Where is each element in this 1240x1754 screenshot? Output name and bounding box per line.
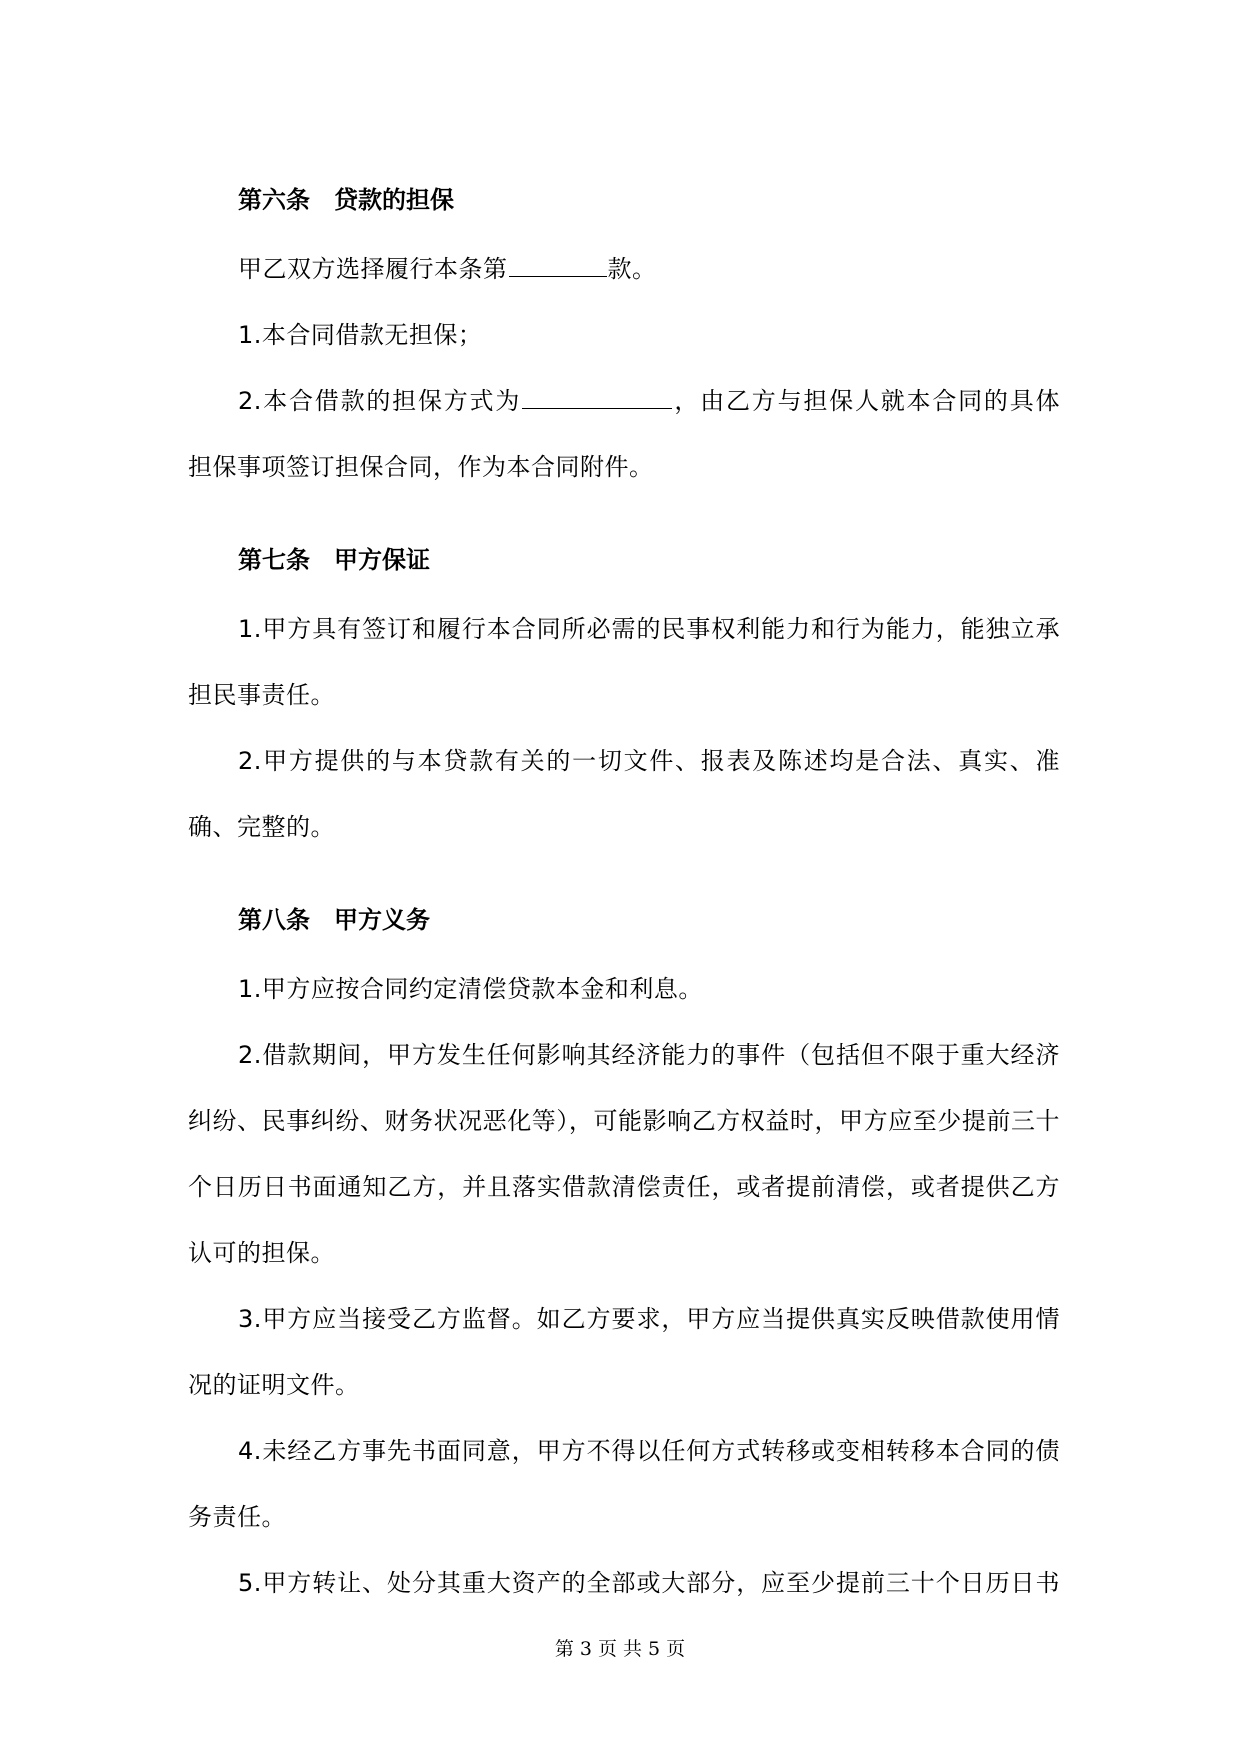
article-6-paragraph-3: [188, 368, 1060, 434]
article-8-item-2: 2.借款期间，甲方发生任何影响其经济能力的事件（包括但不限于重大经济纠纷、民事纠纷、财务状况恶化等），可能影响乙方权益时，甲方应至少提前三十个日历日书面通知乙方，并且落实借款清偿责任，或者提前清偿，或者提供乙方认可的担保。: [188, 1041, 1060, 1267]
article-8: [188, 890, 1060, 1616]
article-6: [188, 170, 1060, 500]
article-7: [188, 530, 1060, 860]
page-number-label: 第 3 页 共 5 页: [554, 1638, 686, 1660]
article-8-item-5: 5.甲方转让、处分其重大资产的全部或大部分，应至少提前三十个日历日书: [238, 1569, 1060, 1597]
article-7-item-2: 2.甲方提供的与本贷款有关的一切文件、报表及陈述均是合法、真实、准确、完整的。: [188, 747, 1060, 841]
article-8-item-1: 1.甲方应按合同约定清偿贷款本金和利息。: [238, 975, 703, 1003]
article-6-heading: 第六条 贷款的担保: [238, 186, 454, 214]
article-6-paragraph-1: [188, 236, 1060, 302]
article-6-paragraph-3-cont: 担保事项签订担保合同，作为本合同附件。: [188, 453, 654, 481]
document-body: [188, 170, 1060, 1616]
article-6-p3-text-a: 2.本合借款的担保方式为: [238, 387, 522, 415]
article-6-p1-text-b: 款。: [607, 255, 657, 283]
article-6-p1-text-a: 甲乙双方选择履行本条第: [238, 255, 508, 283]
article-6-paragraph-2: 1.本合同借款无担保；: [238, 321, 483, 349]
article-7-heading: 第七条 甲方保证: [238, 546, 430, 574]
page-footer: [0, 1634, 1240, 1661]
article-6-p3-text-b: ，由乙方与担保人就本合同的具体: [673, 387, 1061, 415]
article-8-item-3: 3.甲方应当接受乙方监督。如乙方要求，甲方应当提供真实反映借款使用情况的证明文件。: [188, 1305, 1060, 1399]
article-7-item-1: 1.甲方具有签订和履行本合同所必需的民事权利能力和行为能力，能独立承担民事责任。: [188, 615, 1060, 709]
article-8-heading: 第八条 甲方义务: [238, 906, 430, 934]
article-6-p3-blank-field[interactable]: [522, 384, 672, 409]
article-8-item-4: 4.未经乙方事先书面同意，甲方不得以任何方式转移或变相转移本合同的债务责任。: [188, 1437, 1060, 1531]
article-6-p1-blank-field[interactable]: [509, 252, 607, 277]
